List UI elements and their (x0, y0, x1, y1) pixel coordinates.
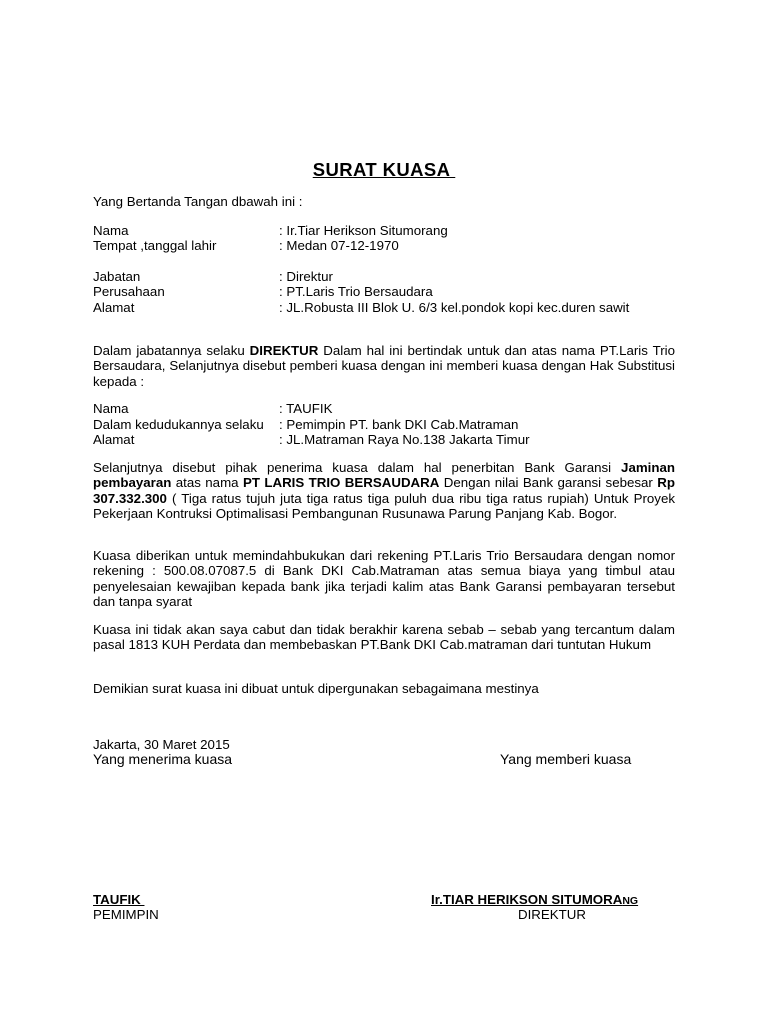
grantee-role-row (93, 417, 693, 433)
grantor-name-row (93, 223, 693, 239)
document-title: SURAT KUASA (312, 159, 456, 180)
giver-label: Yang memberi kuasa (500, 751, 632, 767)
intro-line: Yang Bertanda Tangan dbawah ini : (93, 194, 303, 209)
para2-guarantee-bold: Jaminan pembayaran (93, 460, 675, 491)
giver-name-tail: NG (622, 895, 639, 907)
para2-amount-bold: Rp 307.332.300 (93, 475, 675, 506)
grantee-name-row (93, 401, 693, 417)
grantor-address-label: Alamat (93, 300, 135, 315)
grantor-name-value: : Ir.Tiar Herikson Situmorang (279, 223, 448, 238)
para1-text-c: Dalam hal ini bertindak untuk dan atas nama PT.Laris Trio Bersaudara, Selanjutnya disebut pemberi kuasa dengan ini memberi kuasa dengan Hak Substitusi kepada : (93, 343, 675, 389)
grantee-address-row (93, 432, 693, 448)
receiver-name (93, 892, 144, 907)
place-date: Jakarta, 30 Maret 2015 (93, 737, 230, 752)
grantee-address-label: Alamat (93, 432, 135, 447)
para2-text-a: Selanjutnya disebut pihak penerima kuasa dalam hal penerbitan Bank Garansi (93, 460, 622, 475)
receiver-role: PEMIMPIN (93, 907, 159, 922)
authority-paragraph (93, 343, 675, 389)
giver-name-text: Ir.TIAR HERIKSON SITUMORA (431, 892, 623, 907)
grantee-name-label: Nama (93, 401, 129, 416)
grantor-position-row (93, 269, 693, 285)
grantor-company-label: Perusahaan (93, 284, 165, 299)
grantor-name-label: Nama (93, 223, 129, 238)
para2-text-g: ( Tiga ratus tujuh juta tiga ratus tiga puluh dua ribu tiga ratus rupiah) Untuk Proyek Pekerjaan Kontruksi Optimalisasi Pembangunan Rusunawa Parung Panjang Kab. Bogor. (93, 490, 675, 522)
grantee-name-value: : TAUFIK (279, 401, 333, 416)
grantor-position-value: : Direktur (279, 269, 333, 284)
grantor-address-row (93, 300, 693, 316)
grantor-birth-row (93, 238, 693, 254)
receiver-label: Yang menerima kuasa (93, 751, 233, 767)
closing-line: Demikian surat kuasa ini dibuat untuk dipergunakan sebagaimana mestinya (93, 681, 539, 696)
grantor-company-value: : PT.Laris Trio Bersaudara (279, 284, 433, 299)
irrevocable-paragraph: Kuasa ini tidak akan saya cabut dan tidak berakhir karena sebab – sebab yang tercantum dalam pasal 1813 KUH Perdata dan membebaskan PT.Bank DKI Cab.matraman dari tuntutan Hukum (93, 622, 675, 653)
para2-text-e: Dengan nilai Bank garansi sebesar (439, 475, 658, 491)
grantee-role-value: : Pemimpin PT. bank DKI Cab.Matraman (279, 417, 519, 432)
grantor-birth-label: Tempat ,tanggal lahir (93, 238, 217, 253)
grantor-company-row (93, 284, 693, 300)
para2-company-bold: PT LARIS TRIO BERSAUDARA (242, 475, 440, 491)
grantee-address-value: : JL.Matraman Raya No.138 Jakarta Timur (279, 432, 530, 447)
para2-text-c: atas nama (171, 475, 243, 491)
transfer-paragraph: Kuasa diberikan untuk memindahbukukan dari rekening PT.Laris Trio Bersaudara dengan nomor rekening : 500.08.07087.5 di Bank DKI Cab.Matraman atas semua biaya yang timbul atau penyelesaian kewajiban kepada bank jika terjadi kalim atas Bank Garansi pembayaran tersebut dan tanpa syarat (93, 548, 675, 610)
grantor-position-label: Jabatan (93, 269, 141, 284)
grantor-birth-value: : Medan 07-12-1970 (279, 238, 399, 253)
giver-role: DIREKTUR (518, 907, 586, 922)
guarantee-paragraph (93, 460, 675, 522)
receiver-name-text: TAUFIK (93, 892, 145, 907)
para1-position-bold: DIREKTUR (249, 343, 319, 358)
grantor-address-value: : JL.Robusta III Blok U. 6/3 kel.pondok kopi kec.duren sawit (279, 300, 630, 315)
para1-text-a: Dalam jabatannya selaku (93, 343, 250, 358)
grantee-role-label: Dalam kedudukannya selaku (93, 417, 264, 432)
